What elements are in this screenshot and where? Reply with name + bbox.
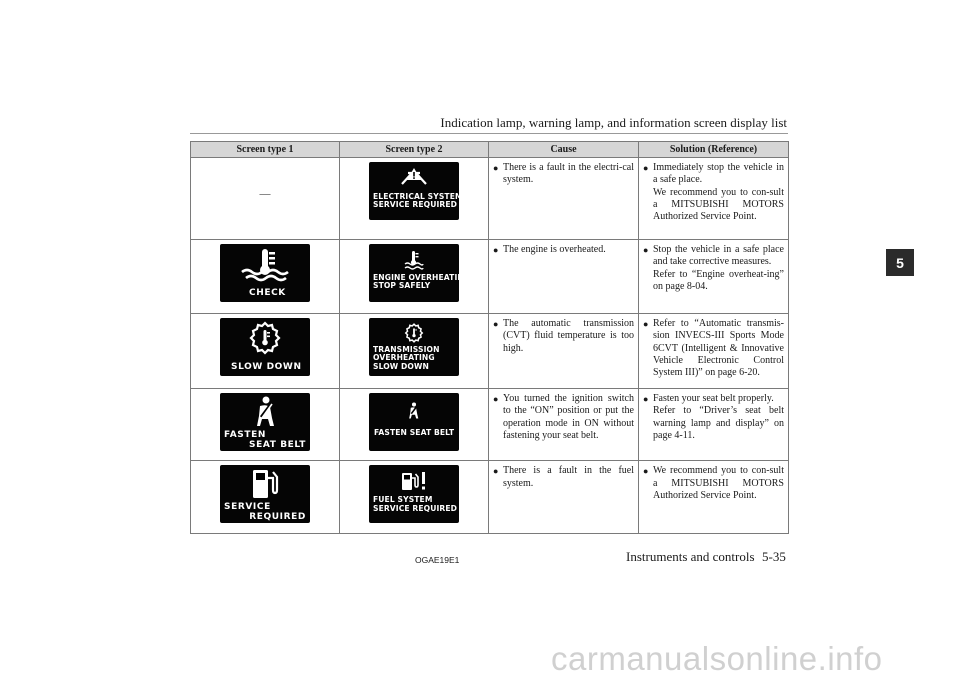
lcd-line: SLOW DOWN xyxy=(231,362,302,372)
solution-text: Refer to “Automatic transmis-sion INVECS-III Sports Mode 6CVT (Intelligent & Innovative Vehicle Electronic Control System III)” on page 6-20. xyxy=(653,318,784,379)
solution-cell xyxy=(639,314,789,389)
screen-type-2-cell xyxy=(340,461,489,533)
bullet-item: ● The automatic transmission (CVT) fluid temperature is too high. xyxy=(493,318,634,354)
solution-text: Refer to “Driver’s seat belt warning lamp and display” on page 4-11. xyxy=(653,405,784,441)
solution-text: Immediately stop the vehicle in a safe place. xyxy=(653,162,784,186)
column-header: Screen type 2 xyxy=(340,142,489,158)
cause-cell xyxy=(489,314,639,389)
lcd-screen xyxy=(369,465,459,523)
bullet-item: ● Refer to “Automatic transmis-sion INVECS-III Sports Mode 6CVT (Intelligent & Innovative Vehicle Electronic Control System III)” on page 6-20. xyxy=(643,318,784,379)
document-code: OGAE19E1 xyxy=(415,555,460,565)
solution-text: We recommend you to con-sult a MITSUBISHI MOTORS Authorized Service Point. xyxy=(653,465,784,501)
watermark: carmanualsonline.info xyxy=(551,640,883,677)
lcd-line: OVERHEATING xyxy=(373,353,435,363)
cause-text: There is a fault in the fuel system. xyxy=(503,465,634,489)
solution-cell xyxy=(639,158,789,240)
bullet-item: ● There is a fault in the electri-cal system. xyxy=(493,162,634,186)
table-row xyxy=(191,240,789,314)
cause-cell xyxy=(489,461,639,533)
table-header-row xyxy=(191,142,789,158)
column-header: Screen type 1 xyxy=(191,142,340,158)
solution-cell xyxy=(639,461,789,533)
cause-text: The engine is overheated. xyxy=(503,244,606,255)
lcd-line: SERVICE REQUIRED xyxy=(373,503,458,513)
fuel-pump-icon xyxy=(250,468,280,500)
solution-text: Refer to “Engine overheat-ing” on page 8-04. xyxy=(653,268,784,292)
column-header: Cause xyxy=(489,142,639,158)
screen-type-1-cell xyxy=(191,389,340,461)
bullet-item: ● We recommend you to con-sult a MITSUBISHI MOTORS Authorized Service Point. xyxy=(643,465,784,501)
solution-text: Fasten your seat belt properly. xyxy=(653,393,774,404)
cause-cell xyxy=(489,158,639,240)
screen-type-1-cell xyxy=(191,314,340,389)
lcd-line: SERVICE xyxy=(224,502,271,513)
fuel-pump-warning-icon xyxy=(400,471,428,491)
bullet-item: ● The engine is overheated. xyxy=(493,244,634,256)
page-number: 5-35 xyxy=(762,549,786,564)
seat-belt-icon xyxy=(407,401,421,421)
column-header: Solution (Reference) xyxy=(639,142,789,158)
cause-text: The automatic transmission (CVT) fluid temperature is too high. xyxy=(503,318,634,354)
bullet-item: ● There is a fault in the fuel system. xyxy=(493,465,634,489)
not-applicable-dash: — xyxy=(259,188,271,200)
solution-cell xyxy=(639,240,789,314)
lcd-screen xyxy=(369,244,471,302)
lcd-screen xyxy=(369,318,459,376)
bullet-item: ● You turned the ignition switch to the “ON” position or put the operation mode in ON without fastening your seat belt. xyxy=(493,393,634,441)
display-list-table xyxy=(190,141,789,534)
table-row xyxy=(191,314,789,389)
lcd-line: CHECK xyxy=(249,288,286,298)
cause-cell xyxy=(489,240,639,314)
bullet-item: ● Immediately stop the vehicle in a safe place. We recommend you to con-sult a MITSUBISHI MOTORS Authorized Service Point. xyxy=(643,162,784,223)
coolant-temperature-icon xyxy=(240,247,290,281)
table-row xyxy=(191,158,789,240)
screen-type-1-cell xyxy=(191,461,340,533)
screen-type-2-cell xyxy=(340,314,489,389)
lcd-line: FUEL SYSTEM xyxy=(373,495,433,505)
cause-text: There is a fault in the electri-cal system. xyxy=(503,162,634,186)
table-row xyxy=(191,461,789,533)
table-row xyxy=(191,389,789,461)
cause-cell xyxy=(489,389,639,461)
running-header: Indication lamp, warning lamp, and information screen display list xyxy=(440,115,787,130)
transmission-temperature-icon xyxy=(404,323,424,343)
transmission-temperature-icon xyxy=(248,321,282,355)
lcd-screen xyxy=(220,465,310,523)
screen-type-2-cell xyxy=(340,389,489,461)
screen-type-2-cell xyxy=(340,240,489,314)
lcd-line: ELECTRICAL SYSTEM xyxy=(373,192,463,201)
coolant-temperature-icon xyxy=(404,250,424,270)
seat-belt-icon xyxy=(253,396,279,428)
lcd-line: ENGINE OVERHEATING xyxy=(373,273,471,282)
header-rule xyxy=(190,133,788,134)
lcd-line: REQUIRED xyxy=(249,512,306,523)
warning-arrows-icon xyxy=(398,166,430,188)
lcd-screen xyxy=(220,318,310,376)
lcd-line: TRANSMISSION xyxy=(373,345,440,354)
lcd-line: SLOW DOWN xyxy=(373,361,429,371)
solution-cell xyxy=(639,389,789,461)
solution-text: We recommend you to con-sult a MITSUBISHI MOTORS Authorized Service Point. xyxy=(653,186,784,223)
chapter-tab[interactable]: 5 xyxy=(886,249,914,276)
screen-type-1-cell xyxy=(191,240,340,314)
lcd-line: STOP SAFELY xyxy=(373,281,431,291)
lcd-line: FASTEN SEAT BELT xyxy=(374,428,455,437)
footer-section-title: Instruments and controls xyxy=(626,549,755,564)
screen-type-1-cell xyxy=(191,158,340,240)
lcd-screen xyxy=(369,162,463,220)
lcd-screen xyxy=(220,244,310,302)
cause-text: You turned the ignition switch to the “ON” position or put the operation mode in ON without fastening your seat belt. xyxy=(503,393,634,441)
lcd-line: SERVICE REQUIRED xyxy=(373,200,458,210)
screen-type-2-cell xyxy=(340,158,489,240)
lcd-line: FASTEN xyxy=(224,430,266,440)
bullet-item: ● Stop the vehicle in a safe place and take corrective measures. Refer to “Engine overheat-ing” on page 8-04. xyxy=(643,244,784,292)
lcd-screen xyxy=(369,393,459,451)
bullet-item: ● Fasten your seat belt properly. Refer to “Driver’s seat belt warning lamp and display” on page 4-11. xyxy=(643,393,784,441)
lcd-screen xyxy=(220,393,310,451)
solution-text: Stop the vehicle in a safe place and take corrective measures. xyxy=(653,244,784,268)
lcd-line: SEAT BELT xyxy=(249,440,306,450)
